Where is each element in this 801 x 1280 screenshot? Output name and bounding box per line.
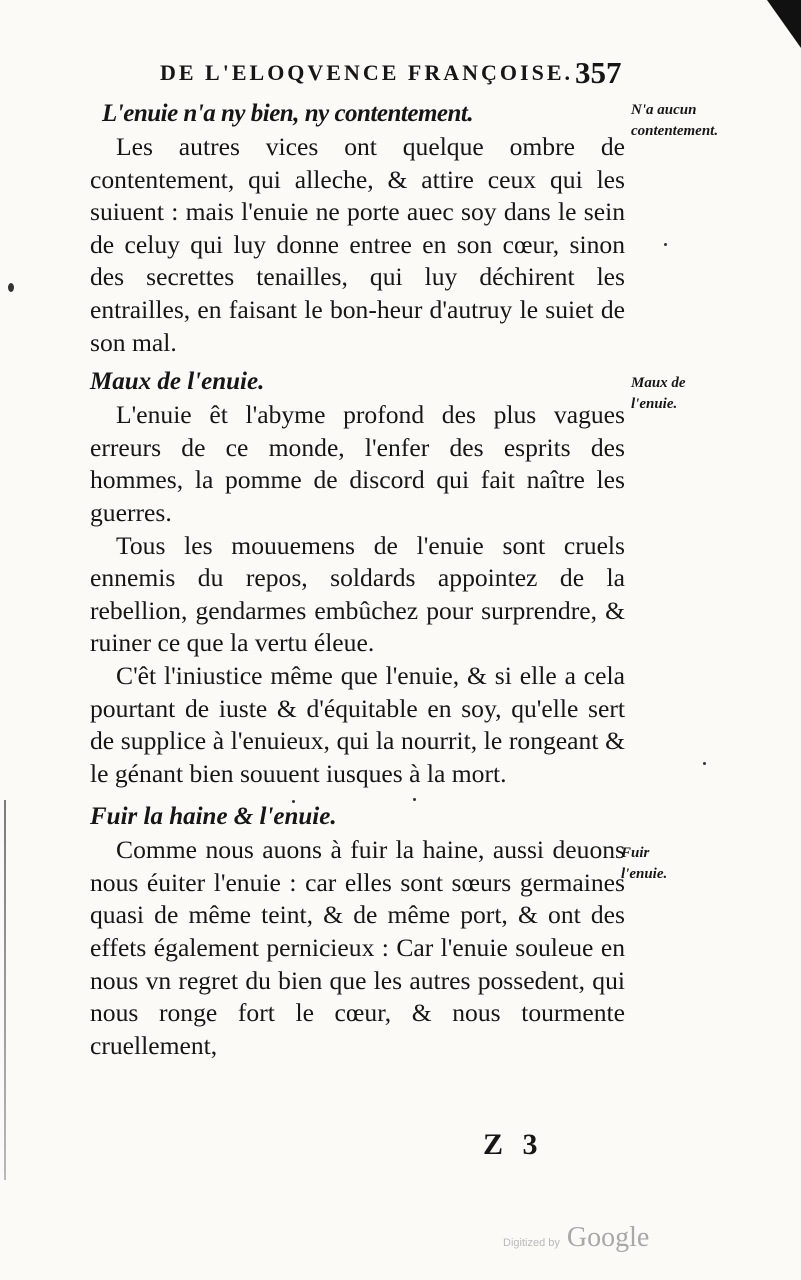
margin-note: N'a aucun contentement.: [631, 102, 719, 139]
main-text: [90, 97, 625, 1062]
digitized-label: Digitized by: [503, 1237, 560, 1249]
paragraph: Tous les mouuemens de l'enuie sont cruels ennemis du repos, soldards appointez de la rebellion, gendarmes embûchez pour surprendre, & ruiner ce que la vertu éleue.: [90, 530, 625, 658]
paragraph: Les autres vices ont quelque ombre de contentement, qui alleche, & attire ceux qui les suiuent : mais l'enuie ne porte auec soy dans le sein de celuy qui luy donne entree en son cœur, sinon des secrettes tenailles, qui luy déchirent les entrailles, en faisant le bon-heur d'autruy le suiet de son mal.: [90, 132, 625, 357]
signature-mark: Z 3: [483, 1128, 544, 1161]
margin-note: Maux de l'enuie.: [631, 375, 686, 412]
paragraph: C'êt l'iniustice même que l'enuie, & si elle a cela pourtant de iuste & d'équitable en soy, qu'elle sert de supplice à l'enuieux, qui la nourrit, le rongeant & le génant bien souuent iusques à la mort.: [90, 660, 625, 788]
scan-speck: [703, 762, 706, 765]
paragraph: Comme nous auons à fuir la haine, aussi deuons nous éuiter l'enuie : car elles sont sœurs germaines quasi de même teint, & de même port, & ont des effets également pernicieux : Car l'enuie souleue en nous vn regret du bien que les autres possedent, qui nous ronge fort le cœur, & nous tourmente cruellement,: [90, 835, 625, 1060]
scan-edge-line: [4, 800, 6, 1180]
margin-note: Fuir l'enuie.: [621, 845, 668, 882]
section-heading: Maux de l'enuie.: [90, 368, 265, 396]
page-number: 357: [575, 55, 622, 90]
section-heading: Fuir la haine & l'enuie.: [90, 803, 337, 831]
paragraph: L'enuie êt l'abyme profond des plus vagues erreurs de ce monde, l'enfer des esprits des hommes, la pomme de discord qui fait naître les guerres.: [90, 400, 625, 527]
running-header: DE L'ELOQVENCE FRANÇOISE.: [160, 60, 574, 85]
scan-corner-mark: [767, 0, 801, 48]
scan-speck: [664, 243, 667, 246]
digitized-watermark: [503, 1222, 649, 1254]
section-heading: L'enuie n'a ny bien, ny contentement.: [102, 100, 474, 127]
google-logo: Google: [566, 1222, 650, 1253]
scan-speck: [8, 283, 14, 292]
